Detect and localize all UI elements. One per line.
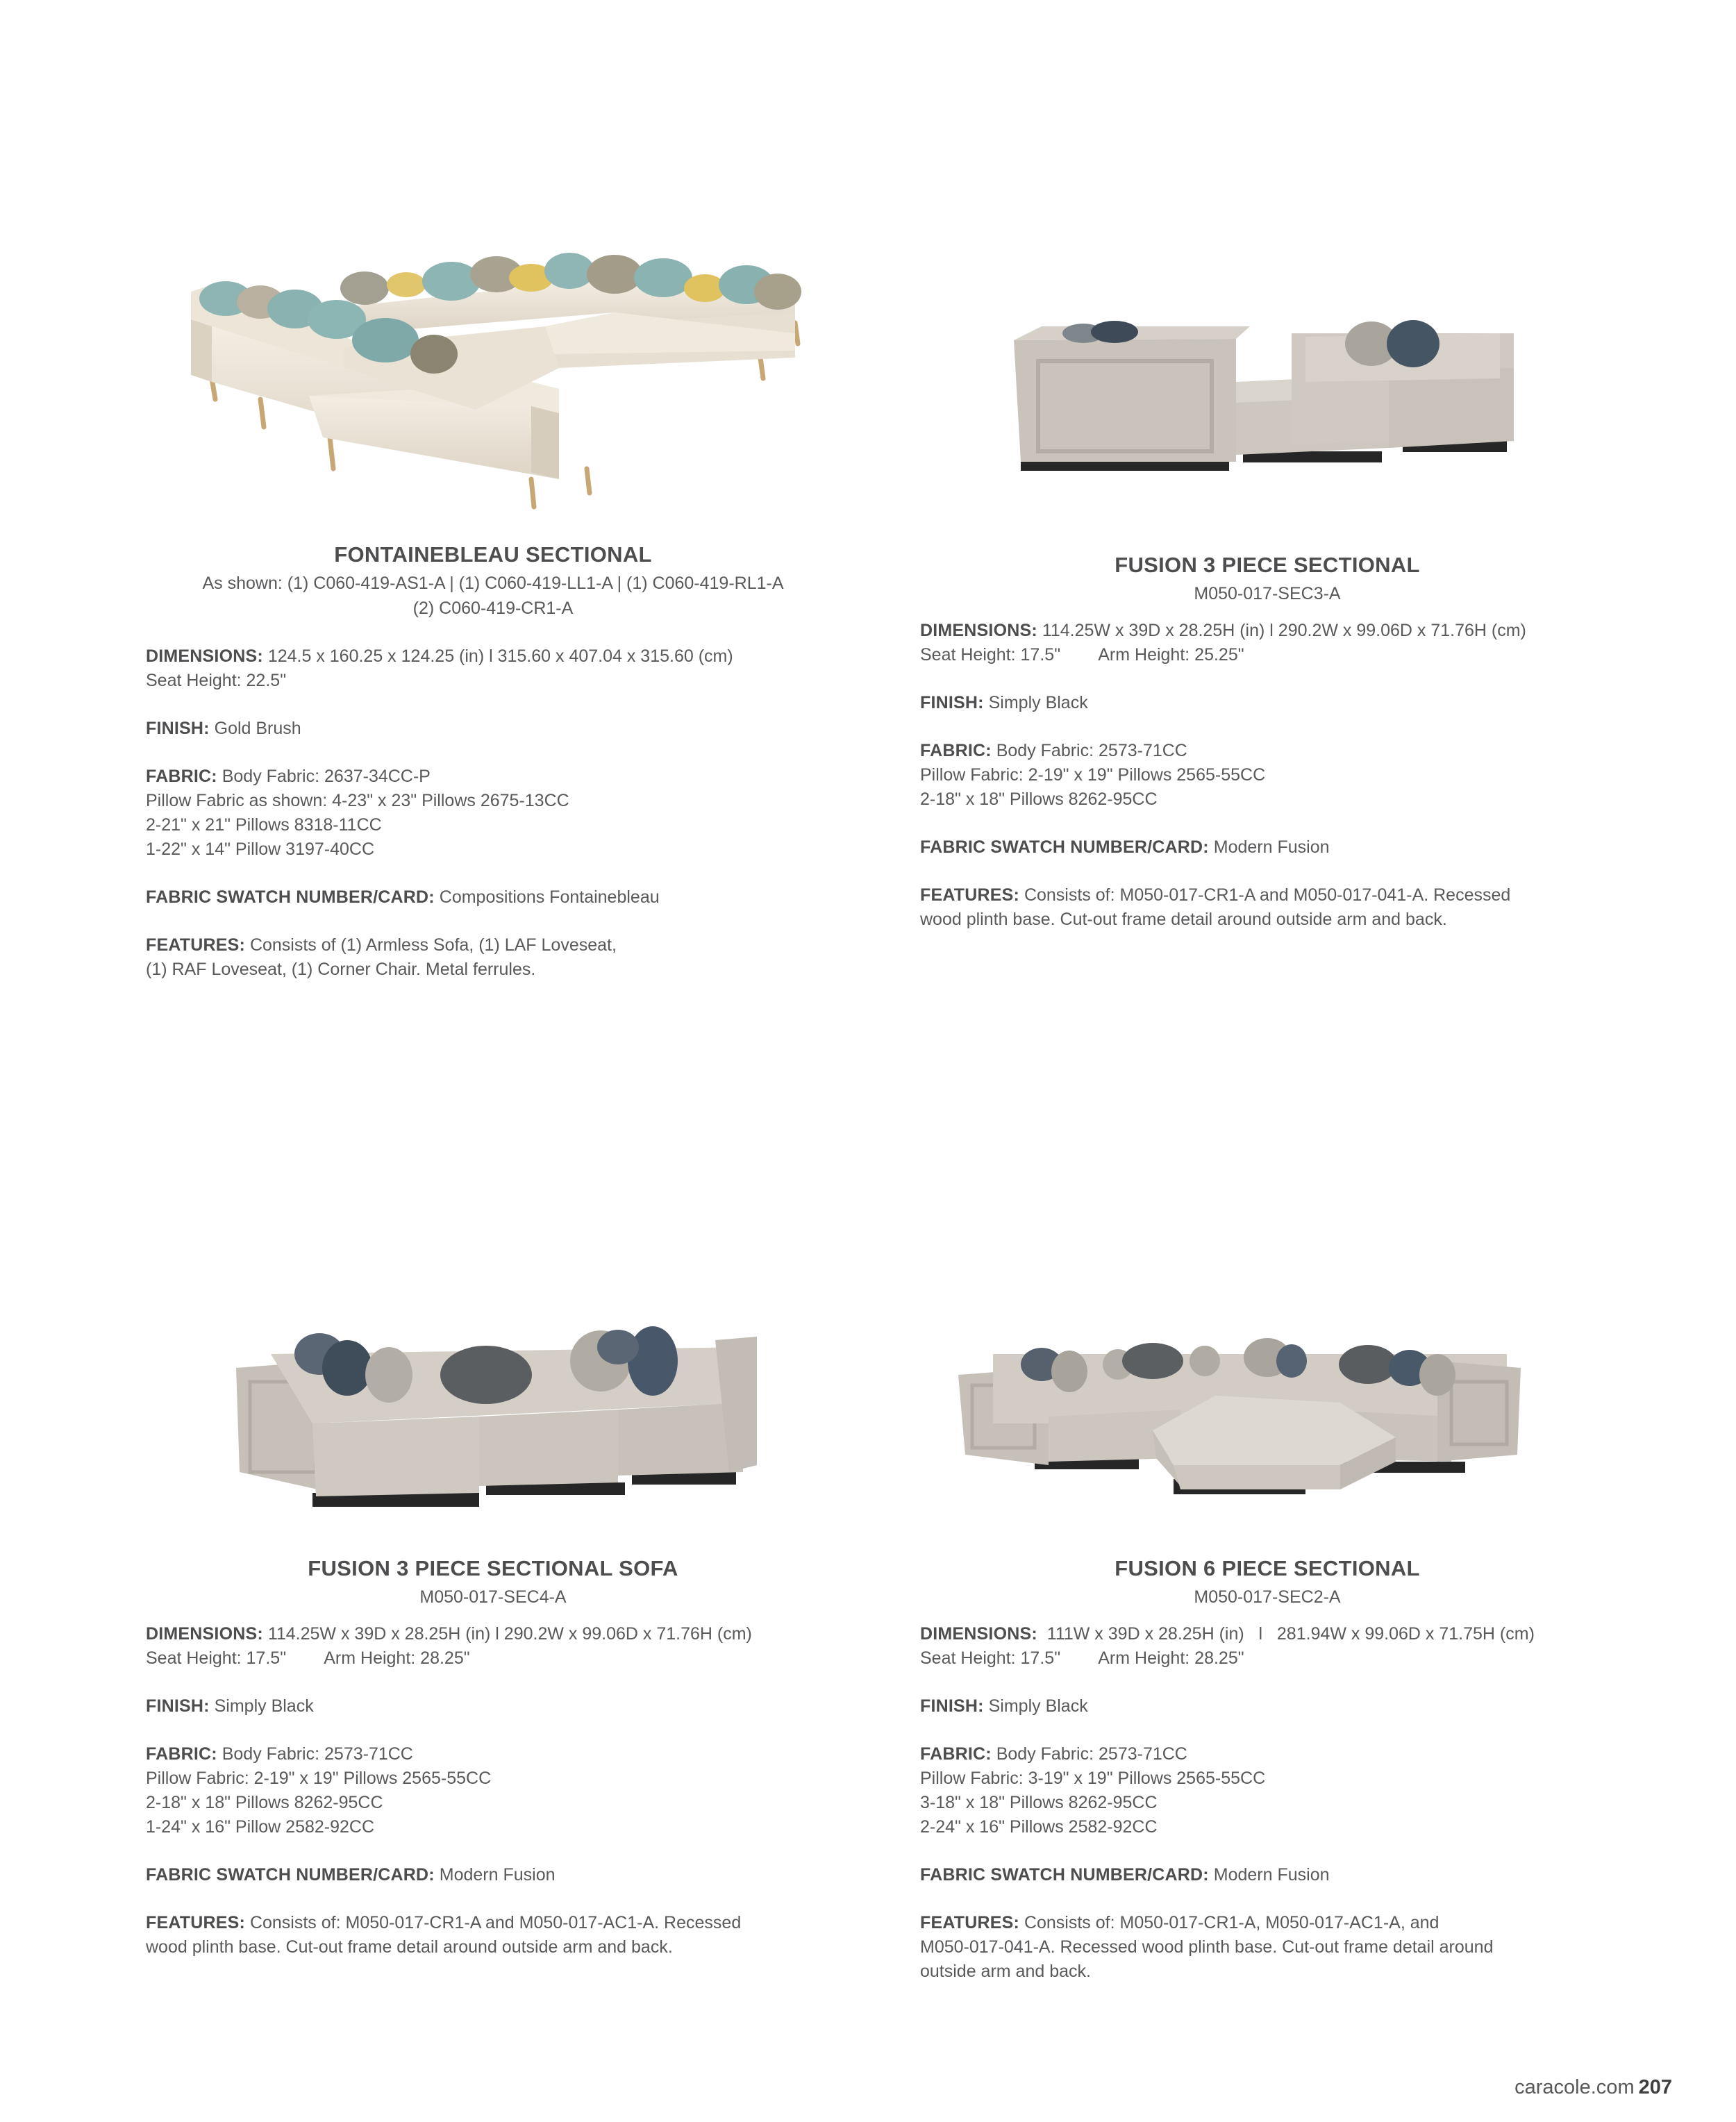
swatch-value: Modern Fusion — [1208, 837, 1330, 857]
features-label: FEATURES: — [920, 1913, 1019, 1932]
dimensions-label: DIMENSIONS: — [146, 1624, 263, 1644]
finish-row — [920, 691, 1614, 715]
features-line: (1) RAF Loveseat, (1) Corner Chair. Metal ferrules. — [146, 960, 536, 979]
seat-height: Seat Height: 22.5" — [146, 671, 287, 690]
features-label: FEATURES: — [146, 1913, 245, 1932]
swatch-value: Compositions Fontainebleau — [434, 887, 660, 907]
website-link[interactable]: caracole.com — [1514, 2076, 1635, 2098]
features-value: Consists of (1) Armless Sofa, (1) LAF Loveseat, — [245, 935, 617, 955]
features-value: Consists of: M050-017-CR1-A, M050-017-AC1-A, and — [1019, 1913, 1439, 1932]
features-label: FEATURES: — [920, 885, 1019, 905]
dimensions-label: DIMENSIONS: — [920, 1624, 1037, 1644]
fabric-line: Pillow Fabric: 3-19" x 19" Pillows 2565-55CC — [920, 1769, 1266, 1788]
dimensions-row — [920, 619, 1614, 643]
fabric-value: Body Fabric: 2637-34CC-P — [217, 767, 431, 786]
dimensions-value: 114.25W x 39D x 28.25H (in) l 290.2W x 99.06D x 71.76H (cm) — [262, 1624, 752, 1644]
seat-height: Seat Height: 17.5" Arm Height: 25.25" — [920, 645, 1244, 665]
fabric-line: Pillow Fabric as shown: 4-23" x 23" Pillows 2675-13CC — [146, 791, 569, 810]
swatch-label: FABRIC SWATCH NUMBER/CARD: — [920, 837, 1209, 857]
fabric-line: 1-22" x 14" Pillow 3197-40CC — [146, 839, 375, 859]
dimensions-label: DIMENSIONS: — [146, 646, 263, 666]
fusion-6-piece-sectional-photo — [951, 1305, 1528, 1514]
product-title: FUSION 3 PIECE SECTIONAL SOFA — [308, 1556, 678, 1580]
swatch-value: Modern Fusion — [1208, 1865, 1330, 1885]
product-fontainebleau-sectional — [146, 542, 840, 982]
dimensions-label: DIMENSIONS: — [920, 621, 1037, 640]
product-title: FUSION 6 PIECE SECTIONAL — [1115, 1556, 1420, 1580]
product-title: FONTAINEBLEAU SECTIONAL — [334, 542, 652, 567]
product-title: FUSION 3 PIECE SECTIONAL — [1115, 553, 1420, 577]
finish-value: Gold Brush — [209, 719, 301, 738]
swatch-row — [920, 1863, 1614, 1887]
product-model-line: (2) C060-419-CR1-A — [412, 599, 574, 618]
fabric-line: Pillow Fabric: 2-19" x 19" Pillows 2565-55CC — [146, 1769, 492, 1788]
swatch-row — [920, 835, 1614, 860]
features-line: outside arm and back. — [920, 1962, 1091, 1981]
product-fusion-3-piece-sectional-sofa — [146, 1555, 840, 1960]
fusion-3-piece-sectional-photo — [1000, 306, 1542, 479]
fabric-line: 2-18" x 18" Pillows 8262-95CC — [920, 790, 1158, 809]
fabric-label: FABRIC: — [146, 767, 217, 786]
product-fusion-6-piece-sectional — [920, 1555, 1614, 1984]
product-model-line: As shown: (1) C060-419-AS1-A | (1) C060-419-LL1-A | (1) C060-419-RL1-A — [202, 574, 784, 593]
finish-row — [146, 717, 840, 741]
fabric-row — [146, 1742, 840, 1766]
features-line: wood plinth base. Cut-out frame detail around outside arm and back. — [920, 910, 1447, 929]
dimensions-value: 111W x 39D x 28.25H (in) l 281.94W x 99.06D x 71.75H (cm) — [1037, 1624, 1535, 1644]
dimensions-row — [146, 1622, 840, 1646]
fabric-row — [920, 1742, 1614, 1766]
finish-value: Simply Black — [983, 693, 1088, 712]
finish-row — [920, 1694, 1614, 1719]
product-model-line: M050-017-SEC2-A — [1194, 1587, 1341, 1607]
fabric-value: Body Fabric: 2573-71CC — [217, 1744, 413, 1764]
fabric-line: 2-18" x 18" Pillows 8262-95CC — [146, 1793, 383, 1812]
fabric-row — [146, 765, 840, 789]
dimensions-row — [146, 644, 840, 669]
product-fusion-3-piece-sectional — [920, 552, 1614, 932]
finish-value: Simply Black — [209, 1696, 314, 1716]
swatch-row — [146, 885, 840, 910]
features-value: Consists of: M050-017-CR1-A and M050-017-041-A. Recessed — [1019, 885, 1511, 905]
swatch-label: FABRIC SWATCH NUMBER/CARD: — [146, 1865, 435, 1885]
finish-row — [146, 1694, 840, 1719]
fontainebleau-sectional-photo — [184, 229, 823, 514]
page-number: 207 — [1638, 2076, 1672, 2098]
features-row — [920, 883, 1614, 908]
swatch-value: Modern Fusion — [434, 1865, 556, 1885]
seat-height: Seat Height: 17.5" Arm Height: 28.25" — [146, 1648, 470, 1668]
fabric-line: 2-24" x 16" Pillows 2582-92CC — [920, 1817, 1158, 1837]
finish-label: FINISH: — [146, 719, 210, 738]
fabric-value: Body Fabric: 2573-71CC — [991, 741, 1187, 760]
features-label: FEATURES: — [146, 935, 245, 955]
fabric-line: Pillow Fabric: 2-19" x 19" Pillows 2565-55CC — [920, 765, 1266, 785]
finish-label: FINISH: — [920, 693, 984, 712]
features-value: Consists of: M050-017-CR1-A and M050-017-AC1-A. Recessed — [245, 1913, 742, 1932]
fabric-line: 1-24" x 16" Pillow 2582-92CC — [146, 1817, 375, 1837]
features-row — [920, 1911, 1614, 1935]
finish-value: Simply Black — [983, 1696, 1088, 1716]
features-line: wood plinth base. Cut-out frame detail around outside arm and back. — [146, 1937, 673, 1957]
dimensions-value: 114.25W x 39D x 28.25H (in) l 290.2W x 99.06D x 71.76H (cm) — [1037, 621, 1526, 640]
fabric-row — [920, 739, 1614, 763]
swatch-label: FABRIC SWATCH NUMBER/CARD: — [146, 887, 435, 907]
finish-label: FINISH: — [920, 1696, 984, 1716]
fabric-label: FABRIC: — [146, 1744, 217, 1764]
seat-height: Seat Height: 17.5" Arm Height: 28.25" — [920, 1648, 1244, 1668]
fabric-line: 3-18" x 18" Pillows 8262-95CC — [920, 1793, 1158, 1812]
fabric-label: FABRIC: — [920, 1744, 992, 1764]
fusion-3-piece-sectional-sofa-photo — [229, 1305, 771, 1514]
page-footer — [1514, 2076, 1672, 2099]
dimensions-row — [920, 1622, 1614, 1646]
finish-label: FINISH: — [146, 1696, 210, 1716]
product-model-line: M050-017-SEC4-A — [419, 1587, 567, 1607]
swatch-label: FABRIC SWATCH NUMBER/CARD: — [920, 1865, 1209, 1885]
swatch-row — [146, 1863, 840, 1887]
features-row — [146, 1911, 840, 1935]
features-line: M050-017-041-A. Recessed wood plinth base. Cut-out frame detail around — [920, 1937, 1494, 1957]
fabric-label: FABRIC: — [920, 741, 992, 760]
product-model-line: M050-017-SEC3-A — [1194, 584, 1341, 603]
fabric-value: Body Fabric: 2573-71CC — [991, 1744, 1187, 1764]
features-row — [146, 933, 840, 958]
dimensions-value: 124.5 x 160.25 x 124.25 (in) l 315.60 x 407.04 x 315.60 (cm) — [262, 646, 733, 666]
fabric-line: 2-21" x 21" Pillows 8318-11CC — [146, 815, 382, 835]
